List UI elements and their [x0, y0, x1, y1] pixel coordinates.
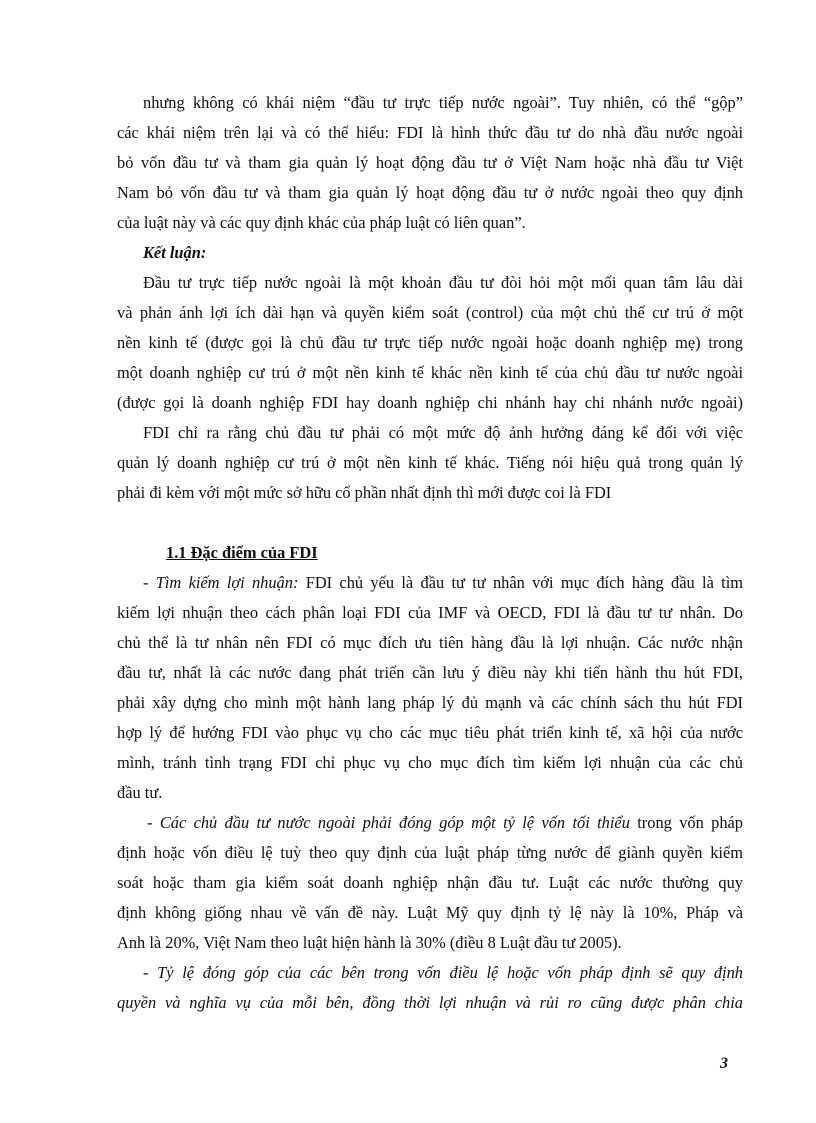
para1-line-2: các khái niệm trên lại và có thể hiểu: FDI là hình thức đầu tư do nhà đầu nước ngoài [117, 123, 743, 142]
para4-line-3: chủ thể là tư nhân nên FDI có mục đích ưu tiên hàng đầu là lợi nhuận. Các nước nhận [117, 633, 743, 652]
para4-lead-rest: FDI chủ yếu là đầu tư tư nhân với mục đích hàng đầu là tìm [298, 573, 743, 592]
para2-line-1: Đầu tư trực tiếp nước ngoài là một khoản đầu tư đòi hỏi một mối quan tâm lâu dài [143, 273, 743, 292]
para2-line-5: (được gọi là doanh nghiệp FDI hay doanh nghiệp chi nhánh hay chi nhánh nước ngoài) [117, 393, 743, 412]
para3-line-2: quản lý doanh nghiệp cư trú ở một nền kinh tế khác. Tiếng nói hiệu quả trong quản lý [117, 453, 743, 472]
para5-line-4: định không giống nhau về vấn đề này. Luật Mỹ quy định tỷ lệ này là 10%, Pháp và [117, 903, 743, 922]
para4-line-1 [143, 573, 743, 593]
para6-line-2: quyền và nghĩa vụ của mỗi bên, đồng thời lợi nhuận và rủi ro cũng được phân chia [117, 993, 743, 1012]
para1-line-1: nhưng không có khái niệm “đầu tư trực tiếp nước ngoài”. Tuy nhiên, có thể “gộp” [143, 93, 743, 112]
para6-line-1: - Tỷ lệ đóng góp của các bên trong vốn điều lệ hoặc vốn pháp định sẽ quy định [143, 963, 743, 982]
para2-line-2: và phản ánh lợi ích dài hạn và quyền kiểm soát (control) của một chủ thể cư trú ở một [117, 303, 743, 322]
para5-line-3: soát hoặc tham gia kiểm soát doanh nghiệp nhận đầu tư. Luật các nước thường quy [117, 873, 743, 892]
para2-line-3: nền kinh tế (được gọi là chủ đầu tư trực tiếp nước ngoài hoặc doanh nghiệp mẹ) trong [117, 333, 743, 352]
para3-line-1: FDI chỉ ra rằng chủ đầu tư phải có một mức độ ảnh hưởng đáng kể đối với việc [143, 423, 743, 442]
para5-line-2: định hoặc vốn điều lệ tuỳ theo quy định của luật pháp từng nước để giành quyền kiểm [117, 843, 743, 862]
para5-lead-rest: trong vốn pháp [629, 813, 743, 832]
para5-lead-italic: Các chủ đầu tư nước ngoài phải đóng góp một tỷ lệ vốn tối thiểu [159, 813, 630, 832]
para1-line-4: Nam bỏ vốn đầu tư và tham gia quản lý hoạt động đầu tư ở nước ngoài theo quy định [117, 183, 743, 202]
conclusion-title: Kết luận: [143, 243, 207, 262]
para5-line-1 [147, 813, 743, 833]
para2-line-4: một doanh nghiệp cư trú ở một nền kinh tế khác nền kinh tế của chủ đầu tư nước ngoài [117, 363, 743, 382]
section-heading: 1.1 Đặc điểm của FDI [166, 543, 318, 562]
para5-line-5: Anh là 20%, Việt Nam theo luật hiện hành là 30% (điều 8 Luật đầu tư 2005). [117, 933, 622, 952]
para4-line-6: hợp lý để hướng FDI vào phục vụ cho các mục tiêu phát triển kinh tế, xã hội của nước [117, 723, 743, 742]
para4-line-7: mình, tránh tình trạng FDI chỉ phục vụ cho mục đích tìm kiếm lợi nhuận của các chủ [117, 753, 743, 772]
para4-line-5: phải xây dựng cho mình một hành lang pháp lý đủ mạnh và các chính sách thu hút FDI [117, 693, 743, 712]
page-number: 3 [720, 1055, 728, 1072]
para5-dash: - [147, 813, 160, 832]
para1-line-3: bỏ vốn đầu tư và tham gia quản lý hoạt động đầu tư ở Việt Nam hoặc nhà đầu tư Việt [117, 153, 743, 172]
para4-line-8: đầu tư. [117, 783, 163, 802]
para4-line-4: đầu tư, nhất là các nước đang phát triển cần lưu ý điều này khi tiến hành thu hút FDI, [117, 663, 743, 682]
para3-line-3: phải đi kèm với một mức sở hữu cổ phần nhất định thì mới được coi là FDI [117, 483, 612, 502]
para4-lead-italic: Tìm kiếm lợi nhuận: [155, 573, 299, 592]
para1-line-5: của luật này và các quy định khác của pháp luật có liên quan”. [117, 213, 526, 232]
para4-line-2: kiếm lợi nhuận theo cách phân loại FDI của IMF và OECD, FDI là đầu tư tư nhân. Do [117, 603, 743, 622]
para4-dash: - [143, 573, 156, 592]
